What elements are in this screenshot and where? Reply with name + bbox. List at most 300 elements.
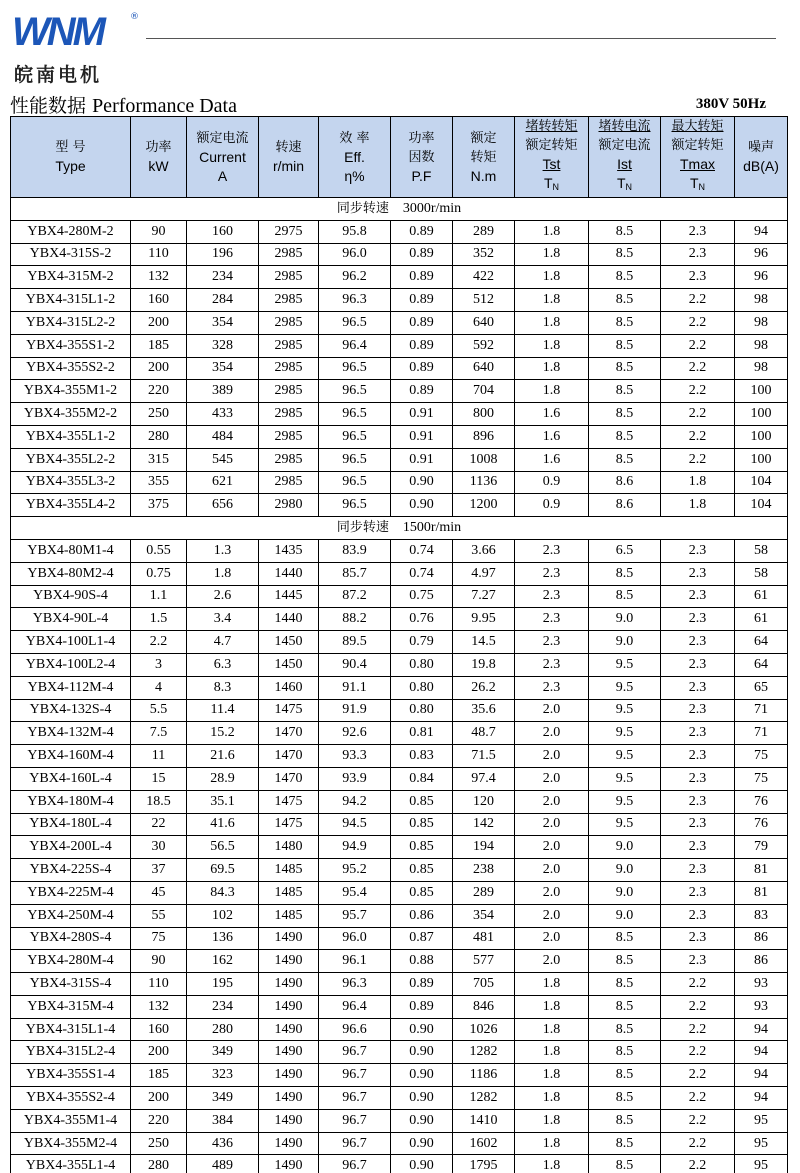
cell-tst-ratio: 2.3	[515, 676, 589, 699]
table-row	[11, 1109, 788, 1132]
table-row	[11, 676, 788, 699]
cell-power: 55	[131, 904, 187, 927]
cell-power: 375	[131, 494, 187, 517]
cell-efficiency: 96.7	[319, 1064, 391, 1087]
cell-power-factor: 0.90	[391, 494, 453, 517]
cell-noise: 95	[735, 1132, 788, 1155]
table-row	[11, 631, 788, 654]
cell-tst-ratio: 1.8	[515, 1109, 589, 1132]
cell-noise: 104	[735, 471, 788, 494]
cell-tst-ratio: 2.3	[515, 539, 589, 562]
cell-noise: 95	[735, 1109, 788, 1132]
cell-type: YBX4-250M-4	[11, 904, 131, 927]
cell-type: YBX4-225M-4	[11, 881, 131, 904]
cell-rated-torque: 1282	[453, 1087, 515, 1110]
cell-tmax-ratio: 2.3	[661, 585, 735, 608]
cell-noise: 75	[735, 745, 788, 768]
cell-type: YBX4-355S1-4	[11, 1064, 131, 1087]
cell-noise: 98	[735, 334, 788, 357]
table-row	[11, 448, 788, 471]
cell-ist-ratio: 8.5	[589, 950, 661, 973]
cell-tmax-ratio: 2.3	[661, 790, 735, 813]
cell-power: 1.5	[131, 608, 187, 631]
cell-speed: 2975	[259, 220, 319, 243]
cell-current: 28.9	[187, 767, 259, 790]
cell-noise: 94	[735, 1018, 788, 1041]
cell-rated-torque: 120	[453, 790, 515, 813]
cell-power: 132	[131, 266, 187, 289]
cell-power: 160	[131, 289, 187, 312]
cell-ist-ratio: 8.5	[589, 243, 661, 266]
cell-speed: 1450	[259, 631, 319, 654]
cell-rated-torque: 289	[453, 220, 515, 243]
cell-type: YBX4-315M-2	[11, 266, 131, 289]
cell-noise: 71	[735, 699, 788, 722]
cell-ist-ratio: 8.5	[589, 289, 661, 312]
cell-tst-ratio: 1.8	[515, 1064, 589, 1087]
cell-tst-ratio: 1.6	[515, 448, 589, 471]
cell-power-factor: 0.90	[391, 1132, 453, 1155]
cell-noise: 86	[735, 950, 788, 973]
cell-speed: 2985	[259, 243, 319, 266]
cell-tst-ratio: 1.8	[515, 243, 589, 266]
cell-ist-ratio: 8.5	[589, 403, 661, 426]
cell-speed: 2985	[259, 425, 319, 448]
cell-current: 1.3	[187, 539, 259, 562]
cell-rated-torque: 352	[453, 243, 515, 266]
cell-type: YBX4-200L-4	[11, 836, 131, 859]
table-row	[11, 1018, 788, 1041]
table-row	[11, 1155, 788, 1173]
cell-power: 250	[131, 1132, 187, 1155]
table-row	[11, 266, 788, 289]
cell-type: YBX4-180M-4	[11, 790, 131, 813]
performance-table-container	[10, 116, 787, 1173]
cell-rated-torque: 4.97	[453, 562, 515, 585]
cell-ist-ratio: 8.6	[589, 494, 661, 517]
cell-tst-ratio: 0.9	[515, 471, 589, 494]
cell-power: 1.1	[131, 585, 187, 608]
cell-tst-ratio: 2.0	[515, 767, 589, 790]
cell-efficiency: 95.4	[319, 881, 391, 904]
cell-rated-torque: 48.7	[453, 722, 515, 745]
cell-type: YBX4-355L1-2	[11, 425, 131, 448]
cell-noise: 83	[735, 904, 788, 927]
cell-speed: 1490	[259, 1132, 319, 1155]
cell-ist-ratio: 8.5	[589, 448, 661, 471]
cell-tmax-ratio: 2.2	[661, 425, 735, 448]
cell-power-factor: 0.81	[391, 722, 453, 745]
section-header-row	[11, 517, 788, 540]
section-header-row	[11, 198, 788, 221]
cell-speed: 1475	[259, 699, 319, 722]
section-label: 同步转速	[336, 520, 389, 536]
table-row	[11, 585, 788, 608]
cell-noise: 98	[735, 311, 788, 334]
cell-power-factor: 0.83	[391, 745, 453, 768]
section-header-cell	[11, 198, 788, 221]
cell-type: YBX4-280S-4	[11, 927, 131, 950]
table-row	[11, 380, 788, 403]
cell-efficiency: 94.2	[319, 790, 391, 813]
cell-power-factor: 0.90	[391, 1109, 453, 1132]
cell-noise: 58	[735, 562, 788, 585]
cell-current: 323	[187, 1064, 259, 1087]
cell-ist-ratio: 8.6	[589, 471, 661, 494]
cell-speed: 1490	[259, 995, 319, 1018]
cell-efficiency: 92.6	[319, 722, 391, 745]
cell-speed: 1490	[259, 1155, 319, 1173]
cell-ist-ratio: 9.5	[589, 813, 661, 836]
cell-tmax-ratio: 2.2	[661, 1041, 735, 1064]
cell-tmax-ratio: 2.3	[661, 836, 735, 859]
cell-power: 220	[131, 1109, 187, 1132]
cell-ist-ratio: 8.5	[589, 585, 661, 608]
section-rpm: 1500r/min	[402, 520, 462, 536]
cell-tst-ratio: 2.0	[515, 950, 589, 973]
cell-power: 185	[131, 334, 187, 357]
cell-ist-ratio: 8.5	[589, 927, 661, 950]
cell-rated-torque: 97.4	[453, 767, 515, 790]
cell-power: 110	[131, 973, 187, 996]
cell-tst-ratio: 1.8	[515, 1018, 589, 1041]
cell-tmax-ratio: 2.2	[661, 1018, 735, 1041]
cell-power-factor: 0.89	[391, 289, 453, 312]
cell-efficiency: 89.5	[319, 631, 391, 654]
cell-tst-ratio: 2.3	[515, 653, 589, 676]
section-header-cell	[11, 517, 788, 540]
cell-current: 621	[187, 471, 259, 494]
cell-power-factor: 0.85	[391, 859, 453, 882]
cell-power: 7.5	[131, 722, 187, 745]
cell-current: 6.3	[187, 653, 259, 676]
cell-power-factor: 0.89	[391, 357, 453, 380]
cell-tst-ratio: 2.0	[515, 745, 589, 768]
cell-speed: 1480	[259, 836, 319, 859]
cell-power-factor: 0.86	[391, 904, 453, 927]
cell-tmax-ratio: 2.2	[661, 357, 735, 380]
table-row	[11, 220, 788, 243]
cell-efficiency: 93.9	[319, 767, 391, 790]
cell-type: YBX4-160L-4	[11, 767, 131, 790]
header-max-torque-ratio: 最大转矩 额定转矩 Tmax $T_N$	[661, 117, 735, 198]
cell-tmax-ratio: 2.2	[661, 403, 735, 426]
cell-noise: 65	[735, 676, 788, 699]
cell-noise: 79	[735, 836, 788, 859]
cell-rated-torque: 71.5	[453, 745, 515, 768]
table-row	[11, 767, 788, 790]
cell-efficiency: 91.9	[319, 699, 391, 722]
table-row	[11, 608, 788, 631]
cell-tst-ratio: 2.0	[515, 859, 589, 882]
cell-speed: 1440	[259, 608, 319, 631]
cell-speed: 2985	[259, 357, 319, 380]
cell-tst-ratio: 1.8	[515, 266, 589, 289]
cell-type: YBX4-112M-4	[11, 676, 131, 699]
brand-chinese-name: 皖南电机	[14, 64, 103, 86]
cell-type: YBX4-355L2-2	[11, 448, 131, 471]
cell-tmax-ratio: 2.3	[661, 562, 735, 585]
cell-speed: 2985	[259, 311, 319, 334]
table-row	[11, 927, 788, 950]
cell-current: 2.6	[187, 585, 259, 608]
cell-rated-torque: 1186	[453, 1064, 515, 1087]
cell-power-factor: 0.80	[391, 653, 453, 676]
table-row	[11, 859, 788, 882]
cell-tmax-ratio: 2.3	[661, 220, 735, 243]
cell-noise: 100	[735, 448, 788, 471]
cell-power: 132	[131, 995, 187, 1018]
cell-type: YBX4-355M1-2	[11, 380, 131, 403]
cell-type: YBX4-355M2-4	[11, 1132, 131, 1155]
cell-power-factor: 0.85	[391, 813, 453, 836]
cell-efficiency: 96.3	[319, 289, 391, 312]
cell-ist-ratio: 9.0	[589, 859, 661, 882]
cell-current: 136	[187, 927, 259, 950]
cell-type: YBX4-355L3-2	[11, 471, 131, 494]
cell-rated-torque: 3.66	[453, 539, 515, 562]
cell-current: 349	[187, 1087, 259, 1110]
cell-tst-ratio: 1.8	[515, 995, 589, 1018]
cell-rated-torque: 846	[453, 995, 515, 1018]
table-row	[11, 357, 788, 380]
cell-type: YBX4-315S-4	[11, 973, 131, 996]
cell-efficiency: 93.3	[319, 745, 391, 768]
cell-noise: 98	[735, 289, 788, 312]
cell-type: YBX4-100L1-4	[11, 631, 131, 654]
cell-power-factor: 0.90	[391, 1087, 453, 1110]
cell-rated-torque: 238	[453, 859, 515, 882]
cell-tmax-ratio: 2.3	[661, 539, 735, 562]
cell-tst-ratio: 1.8	[515, 289, 589, 312]
cell-power: 18.5	[131, 790, 187, 813]
cell-efficiency: 96.0	[319, 243, 391, 266]
cell-type: YBX4-180L-4	[11, 813, 131, 836]
table-row	[11, 243, 788, 266]
table-row	[11, 289, 788, 312]
cell-current: 3.4	[187, 608, 259, 631]
cell-tmax-ratio: 2.3	[661, 676, 735, 699]
cell-efficiency: 83.9	[319, 539, 391, 562]
cell-power-factor: 0.89	[391, 995, 453, 1018]
cell-ist-ratio: 8.5	[589, 425, 661, 448]
header-power-factor: 功率 因数 P.F	[391, 117, 453, 198]
title-en: Performance Data	[92, 95, 237, 117]
cell-power: 220	[131, 380, 187, 403]
cell-power: 3	[131, 653, 187, 676]
table-row	[11, 973, 788, 996]
cell-type: YBX4-225S-4	[11, 859, 131, 882]
cell-efficiency: 96.5	[319, 311, 391, 334]
cell-power-factor: 0.91	[391, 425, 453, 448]
cell-efficiency: 91.1	[319, 676, 391, 699]
cell-tmax-ratio: 2.2	[661, 311, 735, 334]
cell-rated-torque: 354	[453, 904, 515, 927]
cell-ist-ratio: 8.5	[589, 357, 661, 380]
cell-type: YBX4-355M2-2	[11, 403, 131, 426]
cell-efficiency: 96.7	[319, 1132, 391, 1155]
cell-speed: 1475	[259, 790, 319, 813]
table-row	[11, 1132, 788, 1155]
cell-power: 315	[131, 448, 187, 471]
cell-type: YBX4-355S2-2	[11, 357, 131, 380]
cell-ist-ratio: 9.5	[589, 722, 661, 745]
cell-tst-ratio: 2.3	[515, 562, 589, 585]
cell-rated-torque: 704	[453, 380, 515, 403]
cell-tmax-ratio: 2.2	[661, 1064, 735, 1087]
table-row	[11, 904, 788, 927]
cell-power: 185	[131, 1064, 187, 1087]
cell-tst-ratio: 2.3	[515, 608, 589, 631]
cell-current: 484	[187, 425, 259, 448]
cell-type: YBX4-280M-4	[11, 950, 131, 973]
table-row	[11, 494, 788, 517]
cell-power-factor: 0.90	[391, 1155, 453, 1173]
cell-speed: 1490	[259, 1109, 319, 1132]
cell-type: YBX4-355S2-4	[11, 1087, 131, 1110]
cell-current: 436	[187, 1132, 259, 1155]
cell-rated-torque: 1602	[453, 1132, 515, 1155]
cell-rated-torque: 577	[453, 950, 515, 973]
cell-rated-torque: 1200	[453, 494, 515, 517]
cell-power-factor: 0.80	[391, 699, 453, 722]
cell-tst-ratio: 1.8	[515, 1041, 589, 1064]
cell-tst-ratio: 1.6	[515, 403, 589, 426]
cell-rated-torque: 422	[453, 266, 515, 289]
brand-logo	[12, 10, 142, 86]
cell-power: 30	[131, 836, 187, 859]
cell-rated-torque: 705	[453, 973, 515, 996]
cell-ist-ratio: 9.5	[589, 653, 661, 676]
cell-noise: 76	[735, 813, 788, 836]
cell-tmax-ratio: 2.2	[661, 1155, 735, 1173]
cell-power: 5.5	[131, 699, 187, 722]
cell-noise: 81	[735, 859, 788, 882]
cell-efficiency: 96.0	[319, 927, 391, 950]
cell-tmax-ratio: 2.2	[661, 334, 735, 357]
cell-rated-torque: 896	[453, 425, 515, 448]
cell-power-factor: 0.89	[391, 266, 453, 289]
cell-ist-ratio: 9.5	[589, 699, 661, 722]
cell-noise: 64	[735, 653, 788, 676]
table-row	[11, 881, 788, 904]
cell-current: 389	[187, 380, 259, 403]
cell-power-factor: 0.75	[391, 585, 453, 608]
cell-ist-ratio: 8.5	[589, 1087, 661, 1110]
cell-noise: 100	[735, 425, 788, 448]
cell-power-factor: 0.85	[391, 790, 453, 813]
cell-ist-ratio: 9.0	[589, 836, 661, 859]
cell-tst-ratio: 2.0	[515, 927, 589, 950]
cell-type: YBX4-90S-4	[11, 585, 131, 608]
cell-current: 280	[187, 1018, 259, 1041]
cell-rated-torque: 512	[453, 289, 515, 312]
cell-efficiency: 96.7	[319, 1155, 391, 1173]
cell-noise: 64	[735, 631, 788, 654]
header-efficiency: 效 率 Eff. η%	[319, 117, 391, 198]
cell-power-factor: 0.89	[391, 243, 453, 266]
logo-mark: WNM	[12, 10, 103, 54]
cell-current: 433	[187, 403, 259, 426]
cell-power: 15	[131, 767, 187, 790]
cell-power-factor: 0.91	[391, 448, 453, 471]
cell-power-factor: 0.90	[391, 1064, 453, 1087]
cell-speed: 1475	[259, 813, 319, 836]
cell-noise: 75	[735, 767, 788, 790]
cell-efficiency: 96.5	[319, 425, 391, 448]
cell-ist-ratio: 8.5	[589, 266, 661, 289]
table-row	[11, 311, 788, 334]
cell-efficiency: 96.2	[319, 266, 391, 289]
cell-power: 0.75	[131, 562, 187, 585]
cell-power-factor: 0.85	[391, 836, 453, 859]
cell-power: 4	[131, 676, 187, 699]
cell-power-factor: 0.80	[391, 676, 453, 699]
cell-ist-ratio: 9.5	[589, 790, 661, 813]
header-locked-torque-ratio: 堵转转矩 额定转矩 Tst $T_N$	[515, 117, 589, 198]
cell-type: YBX4-315L1-2	[11, 289, 131, 312]
cell-speed: 2985	[259, 448, 319, 471]
cell-tmax-ratio: 2.3	[661, 699, 735, 722]
cell-speed: 1435	[259, 539, 319, 562]
cell-power: 200	[131, 357, 187, 380]
cell-speed: 1485	[259, 859, 319, 882]
cell-power-factor: 0.89	[391, 973, 453, 996]
cell-type: YBX4-132S-4	[11, 699, 131, 722]
cell-tmax-ratio: 2.2	[661, 289, 735, 312]
cell-tmax-ratio: 2.3	[661, 904, 735, 927]
cell-rated-torque: 640	[453, 357, 515, 380]
cell-power-factor: 0.90	[391, 1018, 453, 1041]
cell-current: 195	[187, 973, 259, 996]
cell-rated-torque: 9.95	[453, 608, 515, 631]
cell-tst-ratio: 1.6	[515, 425, 589, 448]
cell-type: YBX4-280M-2	[11, 220, 131, 243]
cell-noise: 94	[735, 1087, 788, 1110]
cell-power-factor: 0.74	[391, 562, 453, 585]
cell-efficiency: 96.4	[319, 334, 391, 357]
cell-power: 90	[131, 950, 187, 973]
cell-noise: 58	[735, 539, 788, 562]
cell-power: 37	[131, 859, 187, 882]
header-speed: 转速 r/min	[259, 117, 319, 198]
cell-tmax-ratio: 2.2	[661, 973, 735, 996]
cell-speed: 2985	[259, 334, 319, 357]
cell-tmax-ratio: 2.2	[661, 380, 735, 403]
table-header-row	[11, 117, 788, 198]
cell-ist-ratio: 8.5	[589, 562, 661, 585]
cell-current: 234	[187, 995, 259, 1018]
cell-noise: 86	[735, 927, 788, 950]
cell-rated-torque: 1410	[453, 1109, 515, 1132]
cell-ist-ratio: 6.5	[589, 539, 661, 562]
cell-tst-ratio: 2.0	[515, 722, 589, 745]
cell-speed: 1485	[259, 881, 319, 904]
cell-speed: 2985	[259, 289, 319, 312]
cell-current: 384	[187, 1109, 259, 1132]
cell-speed: 1490	[259, 1087, 319, 1110]
cell-type: YBX4-315M-4	[11, 995, 131, 1018]
cell-noise: 104	[735, 494, 788, 517]
cell-type: YBX4-160M-4	[11, 745, 131, 768]
cell-current: 56.5	[187, 836, 259, 859]
cell-noise: 100	[735, 403, 788, 426]
cell-noise: 94	[735, 1041, 788, 1064]
cell-type: YBX4-355L1-4	[11, 1155, 131, 1173]
table-row	[11, 699, 788, 722]
cell-type: YBX4-355L4-2	[11, 494, 131, 517]
cell-rated-torque: 1136	[453, 471, 515, 494]
